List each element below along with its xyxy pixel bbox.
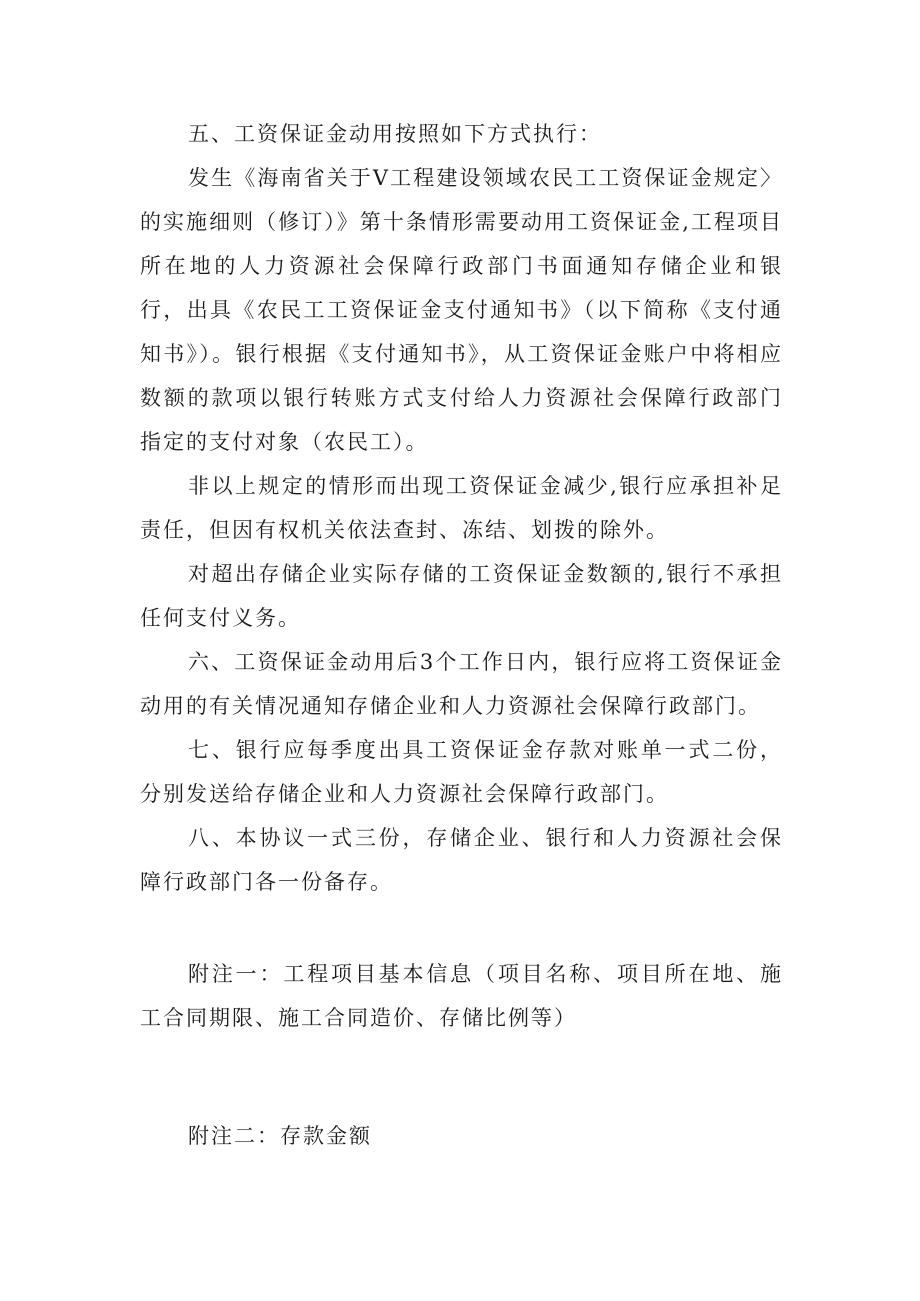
clause-seven: 七、银行应每季度出具工资保证金存款对账单一式二份，分别发送给存储企业和人力资源社会保障行政部门。 bbox=[140, 738, 783, 806]
clause-six: 六、工资保证金动用后3个工作日内，银行应将工资保证金动用的有关情况通知存储企业和人力资源社会保障行政部门。 bbox=[140, 650, 783, 718]
clause-eight: 八、本协议一式三份，存储企业、银行和人力资源社会保障行政部门各一份备存。 bbox=[140, 826, 783, 894]
clause-five-procedure: 发生《海南省关于Ⅴ工程建设领域农民工工资保证金规定〉的实施细则（修订）》第十条情形需要动用工资保证金,工程项目所在地的人力资源社会保障行政部门书面通知存储企业和银行，出具《农民工工资保证金支付通知书》（以下简称《支付通知书》）。银行根据《支付通知书》，从工资保证金账户中将相应数额的款项以银行转账方式支付给人力资源社会保障行政部门指定的支付对象（农民工）。 bbox=[140, 166, 783, 454]
clause-five-heading: 五、工资保证金动用按照如下方式执行： bbox=[188, 122, 602, 146]
clause-five-no-obligation: 对超出存储企业实际存储的工资保证金数额的,银行不承担任何支付义务。 bbox=[140, 562, 783, 630]
note-two: 附注二：存款金额 bbox=[188, 1124, 372, 1148]
note-one: 附注一：工程项目基本信息（项目名称、项目所在地、施工合同期限、施工合同造价、存储比例等） bbox=[140, 962, 783, 1030]
document-body bbox=[140, 112, 783, 1158]
clause-five-bank-liability: 非以上规定的情形而出现工资保证金减少,银行应承担补足责任，但因有权机关依法查封、冻结、划拨的除外。 bbox=[140, 474, 783, 542]
